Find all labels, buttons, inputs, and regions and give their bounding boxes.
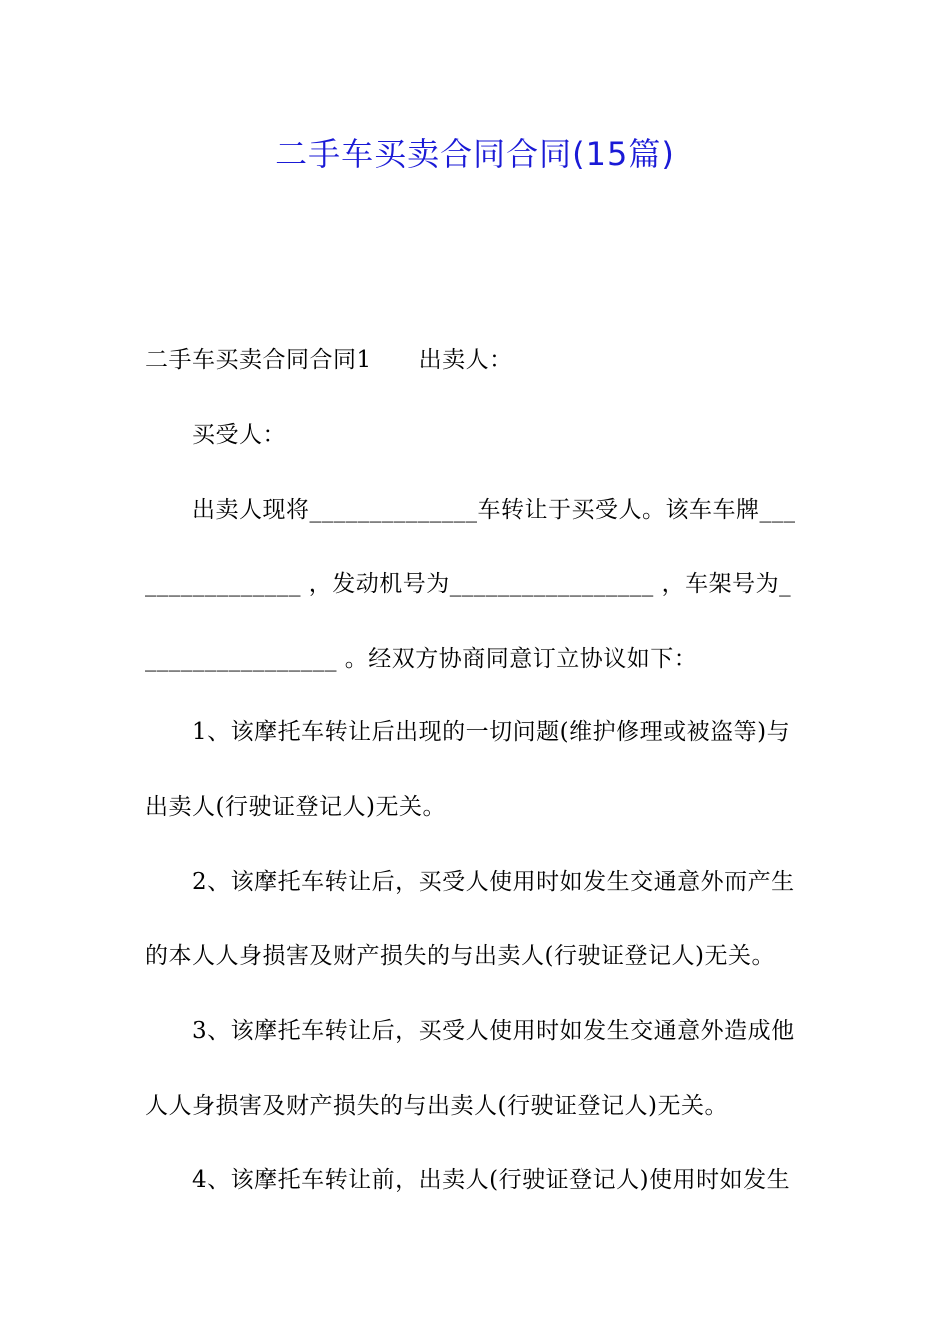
clause-4-line-1: 4、该摩托车转让前，出卖人(行驶证登记人)使用时如发生 [192, 1167, 791, 1193]
clause-1-line-1: 1、该摩托车转让后出现的一切问题(维护修理或被盗等)与 [192, 719, 791, 745]
body-line-engine: _____________ ，发动机号为_________________ ，车架号为_ [145, 571, 792, 597]
clause-2-line-1: 2、该摩托车转让后，买受人使用时如发生交通意外而产生 [192, 869, 795, 895]
body-line-transfer: 出卖人现将______________车转让于买受人。该车车牌___ [192, 497, 796, 523]
buyer-line: 买受人： [192, 422, 286, 448]
document-title: 二手车买卖合同合同(15篇) [275, 135, 675, 173]
clause-2-line-2: 的本人人身损害及财产损失的与出卖人(行驶证登记人)无关。 [145, 943, 775, 969]
body-line-agreement: ________________ 。经双方协商同意订立协议如下： [145, 646, 698, 672]
clause-1-line-2: 出卖人(行驶证登记人)无关。 [145, 794, 446, 820]
clause-3-line-1: 3、该摩托车转让后，买受人使用时如发生交通意外造成他 [192, 1018, 795, 1044]
contract-heading-line: 二手车买卖合同合同1 出卖人： [145, 347, 513, 373]
clause-3-line-2: 人人身损害及财产损失的与出卖人(行驶证登记人)无关。 [145, 1093, 728, 1119]
